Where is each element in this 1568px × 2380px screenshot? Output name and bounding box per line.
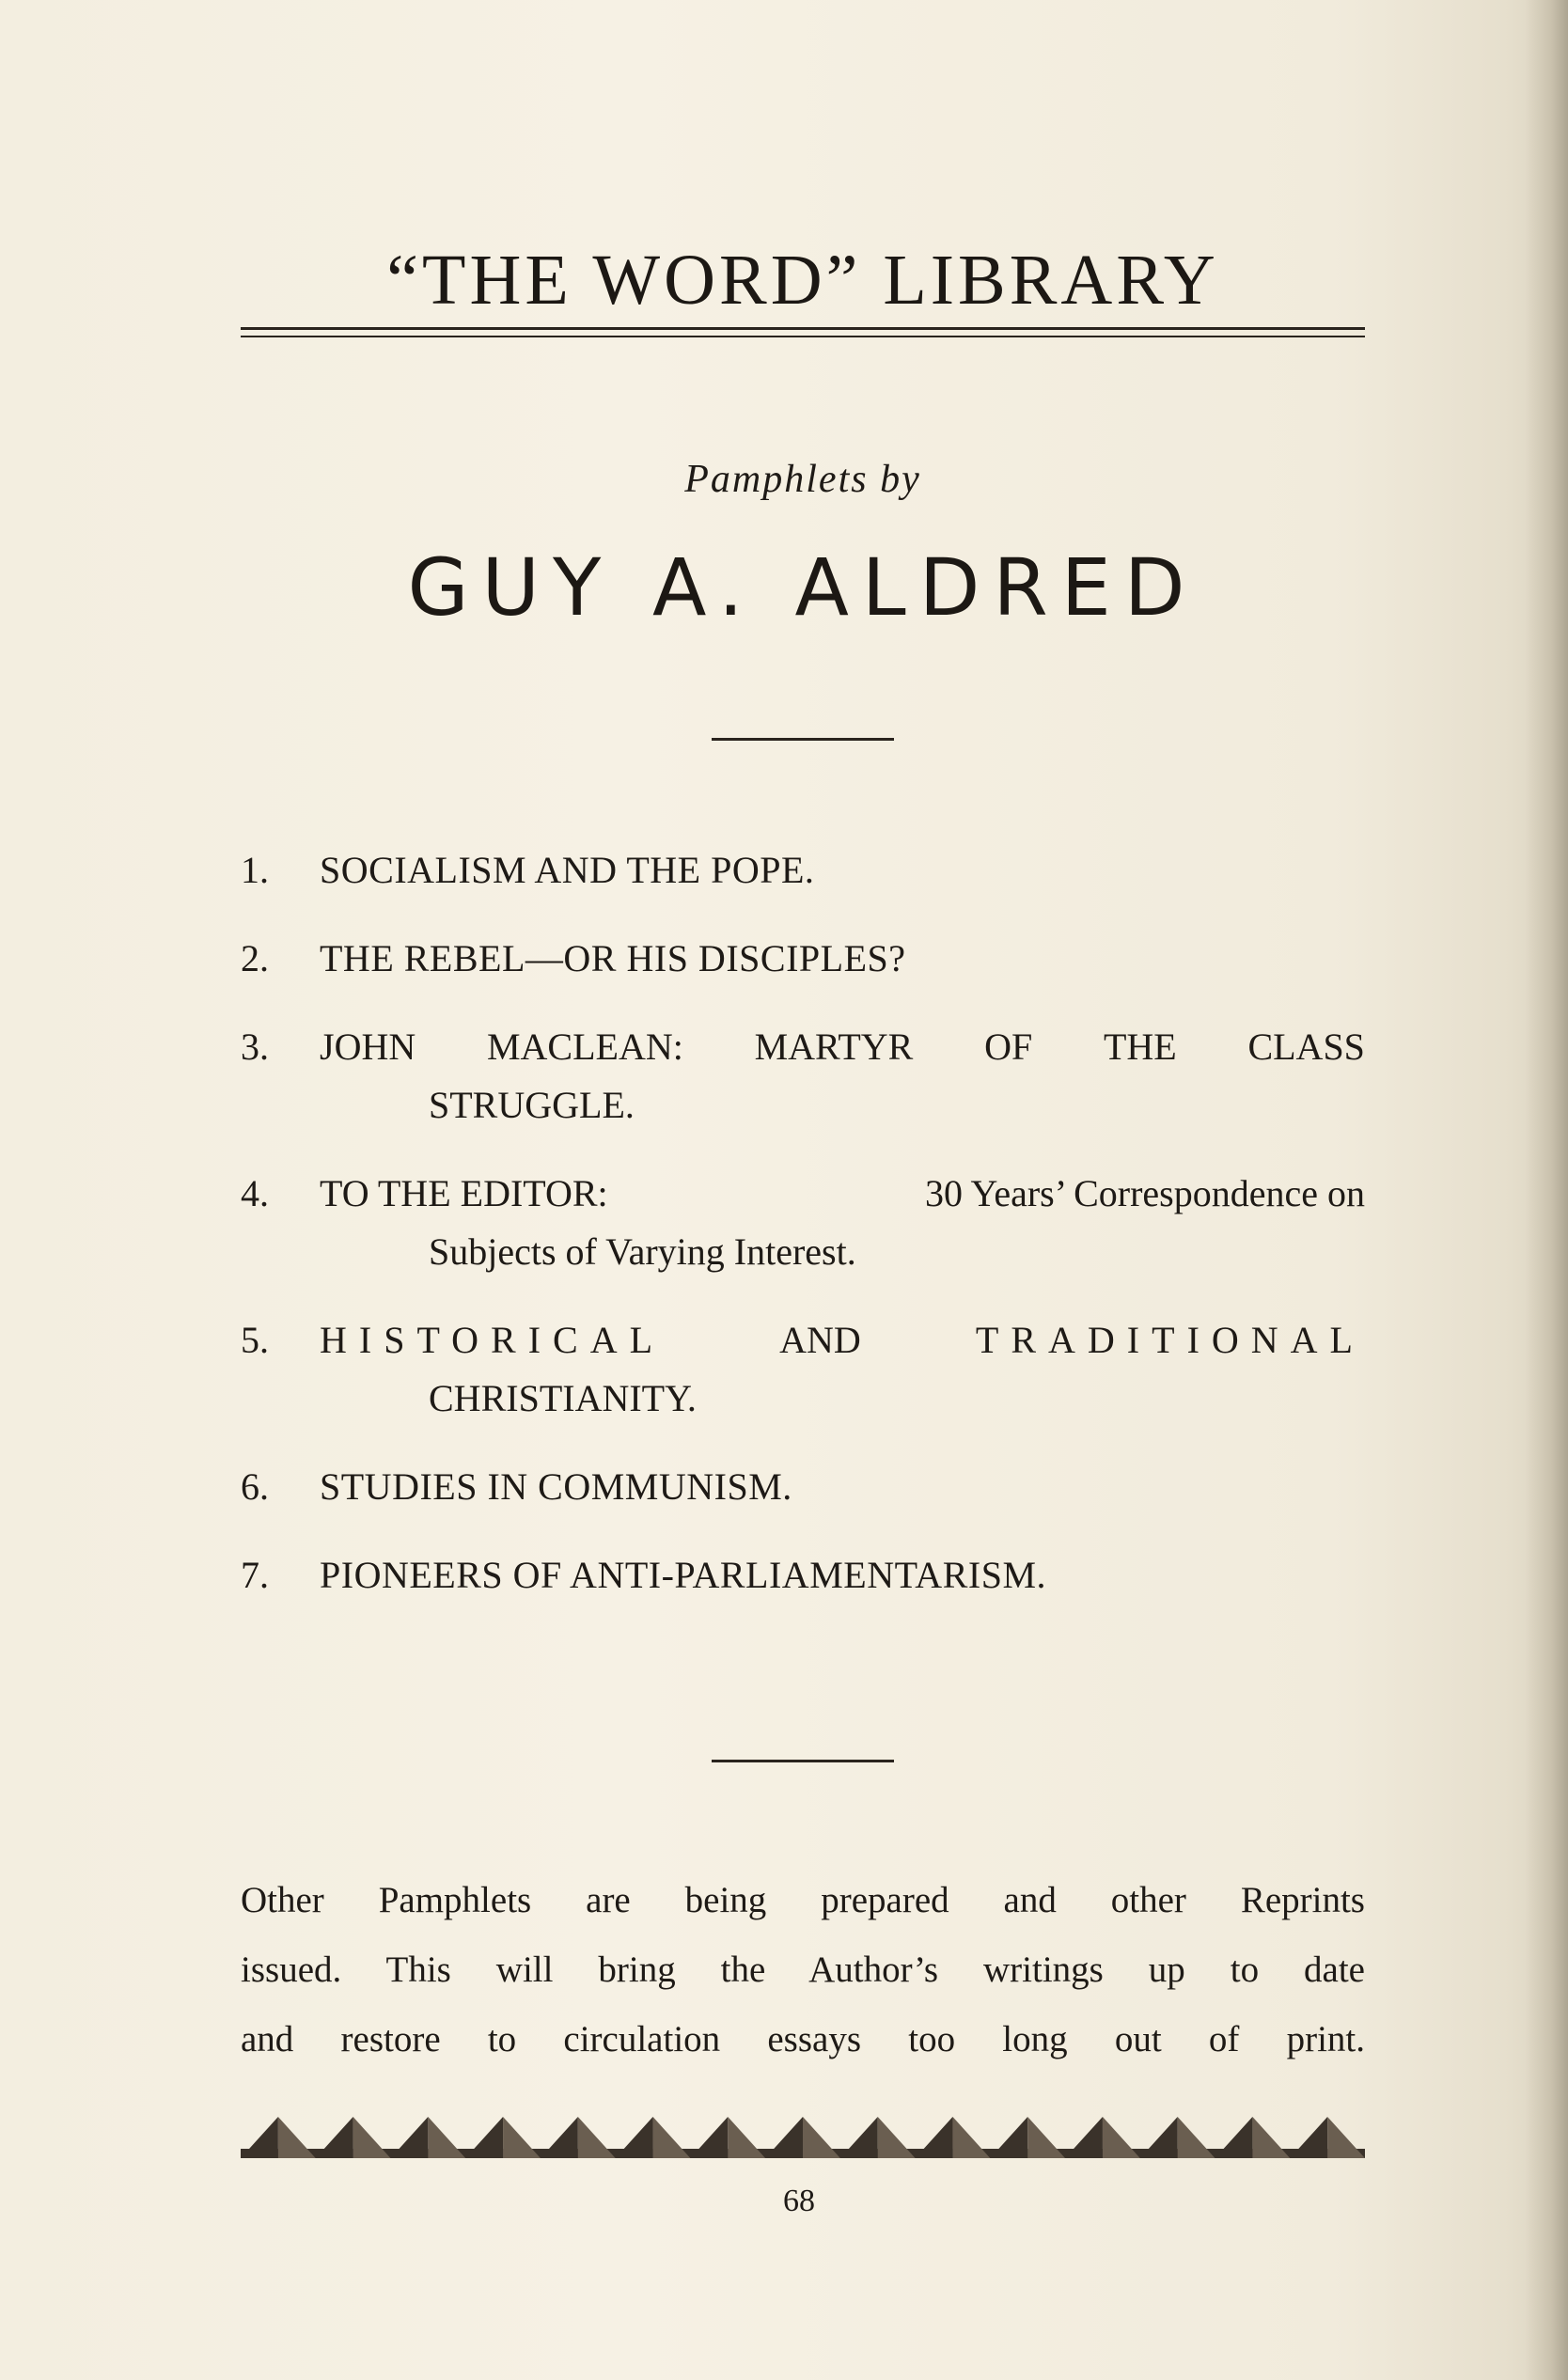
title-underline-thick	[241, 327, 1365, 330]
closing-paragraph	[241, 1866, 1365, 2075]
item-word: MACLEAN:	[486, 1026, 683, 1068]
item-word: THE	[1103, 1026, 1177, 1068]
author-name: GUY A. ALDRED	[407, 541, 1199, 634]
item-title-line	[320, 1165, 1365, 1223]
list-item	[241, 1165, 1365, 1281]
item-title: THE REBEL—OR HIS DISCIPLES?	[320, 937, 906, 979]
triangle-border-ornament	[241, 2115, 1365, 2158]
pamphlet-list	[241, 841, 1365, 1635]
item-number: 7.	[241, 1554, 269, 1596]
closing-line: Other Pamphlets are being prepared and other Reprints	[241, 1880, 1365, 1920]
item-title: STUDIES IN COMMUNISM.	[320, 1465, 792, 1508]
item-word: TRADITIONAL	[975, 1319, 1365, 1361]
item-title-continuation: Subjects of Varying Interest.	[429, 1230, 856, 1273]
item-number: 5.	[241, 1319, 269, 1361]
title-underline-thin	[241, 336, 1365, 337]
list-item	[241, 1018, 1365, 1135]
page-number: 68	[783, 2184, 815, 2218]
item-number: 4.	[241, 1172, 269, 1214]
list-item	[241, 841, 1365, 900]
item-title-line	[320, 1311, 1365, 1370]
item-word: CLASS	[1247, 1026, 1365, 1068]
divider-rule	[712, 1760, 894, 1762]
list-item	[241, 930, 1365, 988]
item-number: 2.	[241, 937, 269, 979]
list-item	[241, 1311, 1365, 1428]
item-title: PIONEERS OF ANTI-PARLIAMENTARISM.	[320, 1554, 1047, 1596]
item-title-continuation: STRUGGLE.	[429, 1084, 635, 1126]
item-word: JOHN	[320, 1026, 416, 1068]
subtitle: Pamphlets by	[684, 458, 921, 501]
item-word: OF	[984, 1026, 1033, 1068]
item-word: MARTYR	[754, 1026, 914, 1068]
divider-rule	[712, 738, 894, 741]
closing-line: and restore to circulation essays too long out of print.	[241, 2019, 1365, 2059]
item-number: 6.	[241, 1465, 269, 1508]
list-item	[241, 1458, 1365, 1516]
page-edge-shadow	[1525, 0, 1568, 2380]
item-title-line	[320, 1018, 1365, 1076]
item-title-continuation: CHRISTIANITY.	[429, 1377, 697, 1419]
item-number: 1.	[241, 849, 269, 891]
item-title: SOCIALISM AND THE POPE.	[320, 849, 815, 891]
closing-line: issued. This will bring the Author’s writings up to date	[241, 1949, 1365, 1990]
library-title: “THE WORD” LIBRARY	[386, 241, 1219, 320]
item-title-lead: TO THE EDITOR:	[320, 1172, 608, 1214]
item-word: AND	[779, 1319, 861, 1361]
item-title-rest: 30 Years’ Correspondence on	[924, 1172, 1365, 1214]
item-number: 3.	[241, 1026, 269, 1068]
item-word: HISTORICAL	[320, 1319, 666, 1361]
list-item	[241, 1546, 1365, 1605]
